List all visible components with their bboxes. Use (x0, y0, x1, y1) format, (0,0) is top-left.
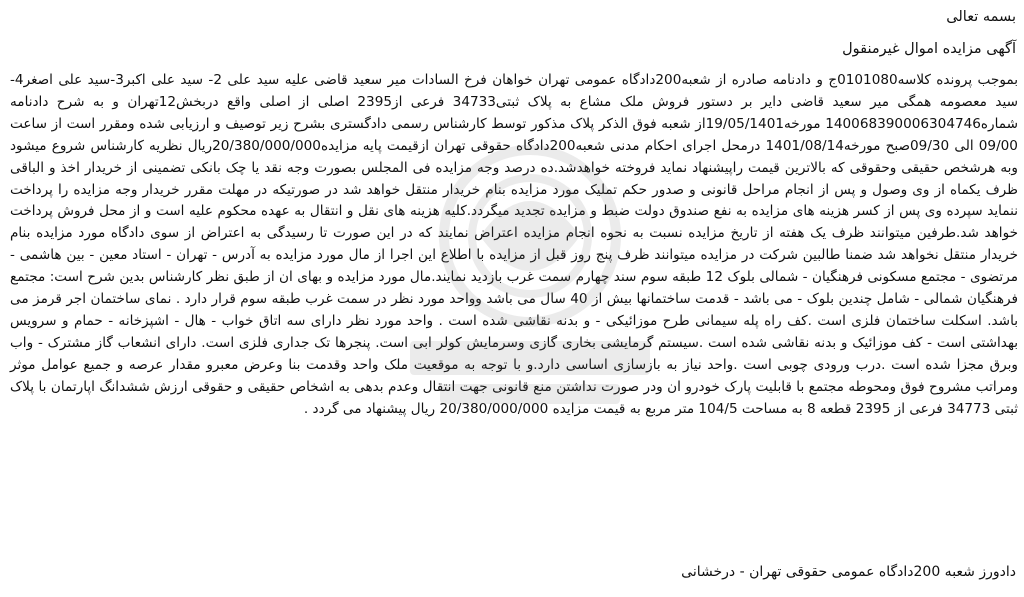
bismillah-heading: بسمه تعالی (946, 9, 1016, 25)
notice-title: آگهی مزایده اموال غیرمنقول (842, 41, 1016, 57)
signature-line: دادورز شعبه 200دادگاه عمومی حقوقی تهران - درخشانی (681, 564, 1016, 580)
notice-body: بموجب پرونده کلاسه0101080ج و دادنامه صادره از شعبه200دادگاه عمومی تهران خواهان فرخ السادات میر سعید قاضی علیه سید علی 2- سید علی اکبر3-سید علی اصغر4- سید معصومه همگی میر سعید قاضی دایر بر دستور فروش ملک مشاع به پلاک ثبتی34733 فرعی از2395 اصلی از اصلی واقع دربخش12تهران و به شرح دادنامه شماره140068390006304746 مورخه19/05/1401از شعبه فوق الذکر پلاک مذکور توسط کارشناس رسمی دادگستری بشرح زیر توصیف و ارزیابی شده ومقرر است از ساعت 09/00 الی 09/30صبح مورخه1401/08/14 درمحل اجرای احکام مدنی شعبه200دادگاه حقوقی تهران ازقیمت پایه مزایده20/380/000/000ریال نظریه کارشناس شروع میشود وبه هرشخص حقیقی وحقوقی که بالاترین قیمت راپیشنهاد نماید فروخته خواهدشد.ده درصد وجه مزایده فی المجلس بصورت وجه نقد یا چک بانکی تضمینی از خریدار اخذ و الباقی ظرف یکماه از وی وصول و پس از انجام مراحل قانونی و صدور حکم تملیک مورد مزایده بنام خریدار منتقل خواهد شد در صورتیکه در مهلت مقرر خریدار وجه مزایده را پرداخت ننماید سپرده وی پس از کسر هزینه های مزایده به نفع صندوق دولت ضبط و مزایده تجدید میگردد.کلیه هزینه های نقل و انتقال به عهده محکوم علیه است و از محل فروش پرداخت خواهد شد.طرفین میتوانند ظرف یک هفته از تاریخ مزایده نسبت به نحوه انجام مزایده اعتراض نمایند که در این صورت تا رسیدگی به اعتراض از سوی دادگاه مورد مزایده بنام خریدار منتقل نخواهد شد ضمنا طالبین شرکت در مزایده میتوانند ظرف پنج روز قبل از مزایده با اطلاع این اجرا از مال مورد مزایده به آدرس - تهران - استاد معین - بین هاشمی - مرتضوی - مجتمع مسکونی فرهنگیان - شمالی بلوک 12 طبقه سوم سند چهارم سمت غرب بازدید نمایند.مال مورد مزایده و بهای ان از طبق نظر کارشناس بدین شرح است: مجتمع فرهنگیان شمالی - شامل چندین بلوک - می باشد - قدمت ساختمانها بیش از 40 سال می باشد وواحد مورد نظر در سمت غرب طبقه سوم قرار دارد . نمای ساختمان اجر قرمز می باشد. اسکلت ساختمان فلزی است .کف راه پله سیمانی طرح موزائیکی - و بدنه نقاشی شده است . واحد مورد نظر دارای سه اتاق خواب - هال - اشپزخانه - حمام و سرویس بهداشتی است - کف موزائیک و بدنه نقاشی شده است .سیستم گرمایشی بخاری گازی وسرمایش کولر ابی است. پنجرها تک جداری فلزی است. دارای انشعاب گاز مشترک - واب وبرق مجزا شده است .درب ورودی چوبی است .واحد نیاز به بازسازی اساسی دارد.و با توجه به موقعیت ملک واحد وقدمت بنا وعرض معبرو مقدار عرصه و جمیع عوامل موثر ومراتب مشروح فوق ومحوطه مجتمع با قابلیت پارک خودرو ان ودر صورت نداشتن منع قانونی جهت انتقال وعدم بدهی به اشخاص حقیقی و حقوقی ارزش ششدانگ اپارتمان با پلاک ثبتی 34773 فرعی از 2395 قطعه 8 به مساحت 104/5 متر مربع به قیمت مزایده 20/380/000/000 ریال پیشنهاد می گردد . (10, 72, 1018, 417)
notice-page (10, 6, 1018, 591)
